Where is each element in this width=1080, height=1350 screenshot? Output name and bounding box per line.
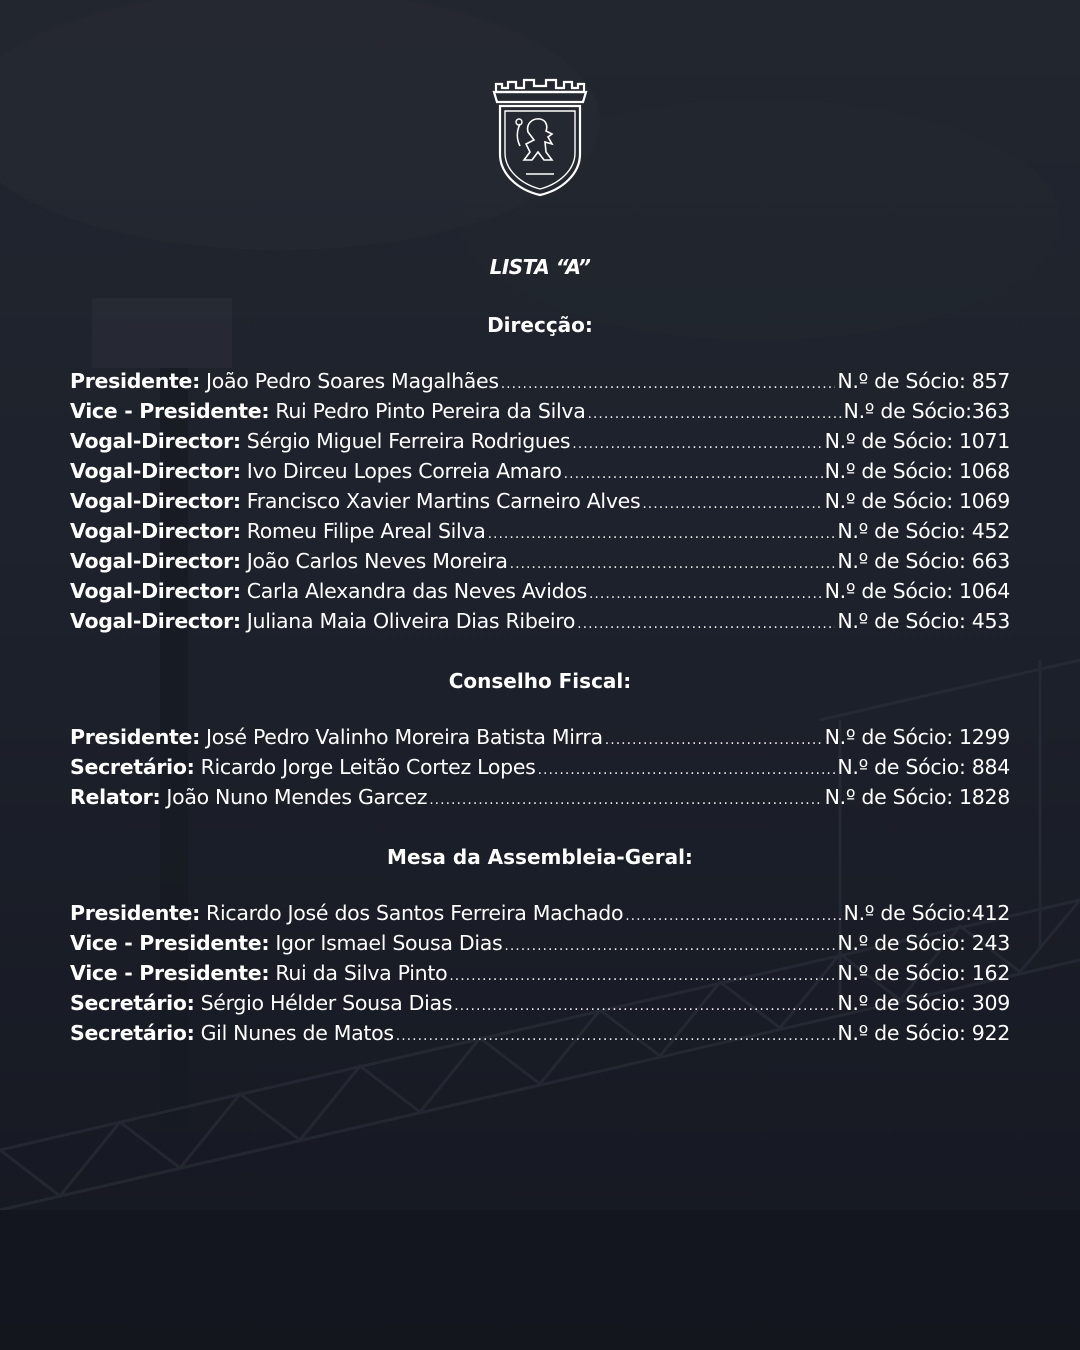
member-role: Vogal-Director: — [70, 519, 241, 543]
dot-leader — [429, 785, 822, 815]
club-crest-icon — [490, 74, 590, 198]
member-number: N.º de Sócio: 1069 — [824, 489, 1010, 513]
member-role: Secretário: — [70, 1021, 195, 1045]
member-number: N.º de Sócio: 1071 — [824, 429, 1010, 453]
member-row — [70, 722, 1010, 752]
member-number: N.º de Sócio: 243 — [837, 931, 1010, 955]
member-role: Secretário: — [70, 991, 195, 1015]
member-name: José Pedro Valinho Moreira Batista Mirra — [206, 725, 603, 749]
member-row — [70, 366, 1010, 396]
member-number: N.º de Sócio: 884 — [837, 755, 1010, 779]
member-role: Vogal-Director: — [70, 489, 241, 513]
member-role: Vogal-Director: — [70, 459, 241, 483]
member-row — [70, 988, 1010, 1018]
member-row — [70, 606, 1010, 636]
member-role: Presidente: — [70, 901, 201, 925]
member-number: N.º de Sócio: 309 — [837, 991, 1010, 1015]
member-row — [70, 396, 1010, 426]
member-row — [70, 898, 1010, 928]
member-name: Romeu Filipe Areal Silva — [246, 519, 486, 543]
member-role: Vogal-Director: — [70, 429, 241, 453]
section-title: Mesa da Assembleia-Geral: — [387, 845, 693, 869]
dot-leader — [572, 429, 822, 459]
member-number: N.º de Sócio: 1828 — [824, 785, 1010, 809]
member-name: Gil Nunes de Matos — [200, 1021, 394, 1045]
dot-leader — [589, 579, 823, 609]
dot-leader — [625, 901, 841, 931]
dot-leader — [396, 1021, 836, 1051]
member-name: Ricardo Jorge Leitão Cortez Lopes — [200, 755, 536, 779]
dot-leader — [510, 549, 836, 579]
section-mesa-assembleia-geral — [70, 842, 1010, 1048]
dot-leader — [454, 991, 835, 1021]
member-row — [70, 782, 1010, 812]
member-row — [70, 1018, 1010, 1048]
member-number: N.º de Sócio:412 — [843, 901, 1010, 925]
member-number: N.º de Sócio:363 — [843, 399, 1010, 423]
member-number: N.º de Sócio: 922 — [837, 1021, 1010, 1045]
member-name: João Pedro Soares Magalhães — [206, 369, 499, 393]
member-number: N.º de Sócio: 857 — [837, 369, 1010, 393]
member-name: Ivo Dirceu Lopes Correia Amaro — [246, 459, 562, 483]
member-list — [70, 722, 1010, 812]
dot-leader — [488, 519, 836, 549]
member-name: Sérgio Hélder Sousa Dias — [200, 991, 453, 1015]
member-name: Igor Ismael Sousa Dias — [275, 931, 503, 955]
member-number: N.º de Sócio: 1068 — [824, 459, 1010, 483]
section-direccao — [70, 310, 1010, 636]
dot-leader — [577, 609, 835, 639]
member-role: Vice - Presidente: — [70, 399, 270, 423]
member-row — [70, 456, 1010, 486]
member-number: N.º de Sócio: 453 — [837, 609, 1010, 633]
dot-leader — [587, 399, 841, 429]
member-name: Ricardo José dos Santos Ferreira Machado — [206, 901, 624, 925]
member-role: Vogal-Director: — [70, 549, 241, 573]
dot-leader — [449, 961, 835, 991]
member-row — [70, 928, 1010, 958]
member-row — [70, 576, 1010, 606]
member-name: Rui Pedro Pinto Pereira da Silva — [275, 399, 586, 423]
member-number: N.º de Sócio: 663 — [837, 549, 1010, 573]
section-title: Conselho Fiscal: — [448, 669, 632, 693]
member-role: Secretário: — [70, 755, 195, 779]
member-role: Presidente: — [70, 369, 201, 393]
member-row — [70, 958, 1010, 988]
section-title: Direcção: — [487, 313, 593, 337]
dot-leader — [605, 725, 823, 755]
member-role: Vice - Presidente: — [70, 931, 270, 955]
member-name: João Carlos Neves Moreira — [246, 549, 508, 573]
member-name: Juliana Maia Oliveira Dias Ribeiro — [246, 609, 576, 633]
member-role: Presidente: — [70, 725, 201, 749]
member-number: N.º de Sócio: 1299 — [824, 725, 1010, 749]
member-list — [70, 898, 1010, 1048]
candidate-list — [70, 250, 1010, 1048]
dot-leader — [501, 369, 836, 399]
member-number: N.º de Sócio: 452 — [837, 519, 1010, 543]
member-role: Vogal-Director: — [70, 579, 241, 603]
member-row — [70, 426, 1010, 456]
dot-leader — [504, 931, 835, 961]
member-name: Francisco Xavier Martins Carneiro Alves — [246, 489, 641, 513]
member-name: João Nuno Mendes Garcez — [166, 785, 428, 809]
member-row — [70, 486, 1010, 516]
member-role: Vogal-Director: — [70, 609, 241, 633]
list-title: LISTA “A” — [489, 255, 591, 279]
member-role: Vice - Presidente: — [70, 961, 270, 985]
section-conselho-fiscal — [70, 666, 1010, 812]
dot-leader — [642, 489, 822, 519]
member-role: Relator: — [70, 785, 161, 809]
member-name: Rui da Silva Pinto — [275, 961, 448, 985]
member-row — [70, 546, 1010, 576]
dot-leader — [564, 459, 823, 489]
member-name: Sérgio Miguel Ferreira Rodrigues — [246, 429, 571, 453]
member-row — [70, 752, 1010, 782]
member-name: Carla Alexandra das Neves Avidos — [246, 579, 587, 603]
member-row — [70, 516, 1010, 546]
member-number: N.º de Sócio: 162 — [837, 961, 1010, 985]
member-number: N.º de Sócio: 1064 — [824, 579, 1010, 603]
dot-leader — [538, 755, 836, 785]
member-list — [70, 366, 1010, 636]
